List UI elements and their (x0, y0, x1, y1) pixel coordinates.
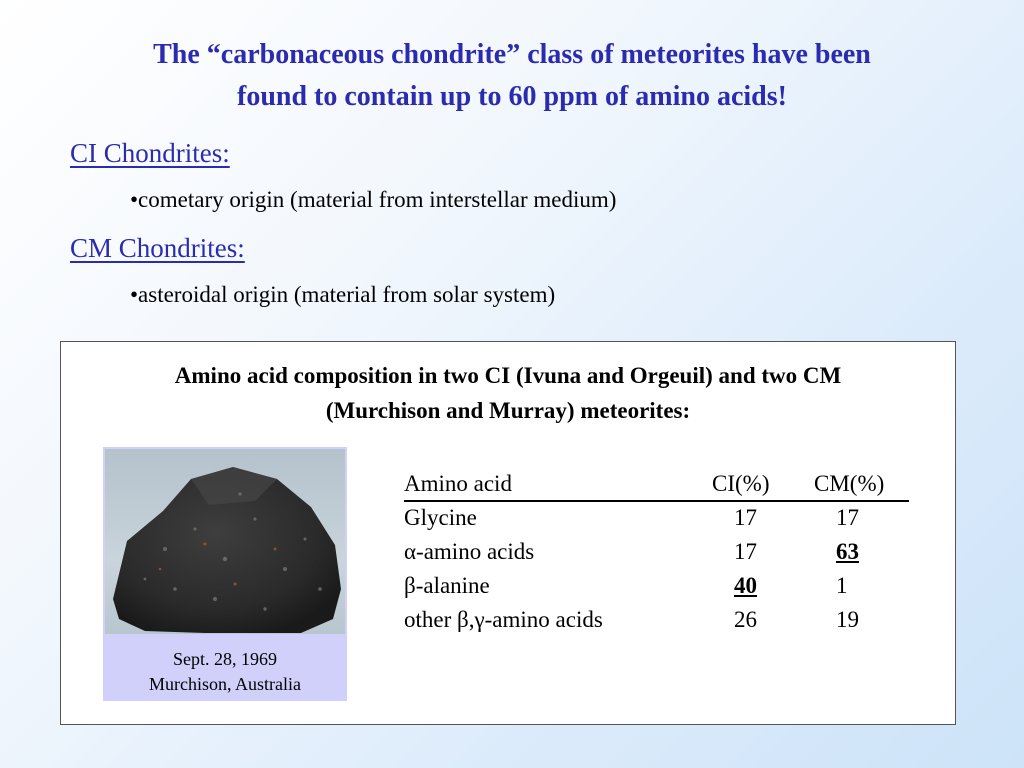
ci-bullet: •cometary origin (material from interstellar medium) (130, 187, 617, 212)
meteorite-photo-card (103, 447, 347, 701)
row-name: α-amino acids (404, 539, 535, 564)
row-cm: 19 (836, 607, 859, 632)
header-amino-acid: Amino acid (404, 471, 512, 496)
amino-acid-box (60, 341, 956, 725)
header-ci: CI(%) (712, 471, 770, 496)
title-line-1: The “carbonaceous chondrite” class of meteorites have been (153, 39, 871, 70)
header-underline (404, 500, 909, 502)
row-cm: 17 (836, 505, 859, 530)
row-ci-highlight: 40 (734, 573, 757, 598)
meteorite-image (105, 449, 345, 634)
cm-chondrites-heading: CM Chondrites: (70, 233, 245, 263)
row-ci: 17 (734, 539, 757, 564)
photo-location: Murchison, Australia (149, 674, 301, 694)
row-cm-highlight: 63 (836, 539, 859, 564)
row-name: Glycine (404, 505, 477, 530)
meteorite-photo (105, 449, 345, 634)
row-name: other β,γ-amino acids (404, 607, 603, 632)
row-ci: 26 (734, 607, 757, 632)
cm-bullet: •asteroidal origin (material from solar system) (130, 282, 556, 307)
box-caption-line-2: (Murchison and Murray) meteorites: (325, 398, 691, 423)
box-caption-line-1: Amino acid composition in two CI (Ivuna and Orgeuil) and two CM (174, 363, 842, 388)
photo-caption (103, 647, 347, 697)
ci-chondrites-heading: CI Chondrites: (70, 138, 230, 168)
box-caption (81, 358, 935, 428)
title-line-2: found to contain up to 60 ppm of amino acids! (237, 81, 787, 112)
slide-title (40, 34, 984, 118)
photo-date: Sept. 28, 1969 (172, 649, 277, 669)
row-name: β-alanine (404, 573, 490, 598)
row-cm: 1 (836, 573, 848, 598)
header-cm: CM(%) (814, 471, 885, 496)
row-ci: 17 (734, 505, 757, 530)
